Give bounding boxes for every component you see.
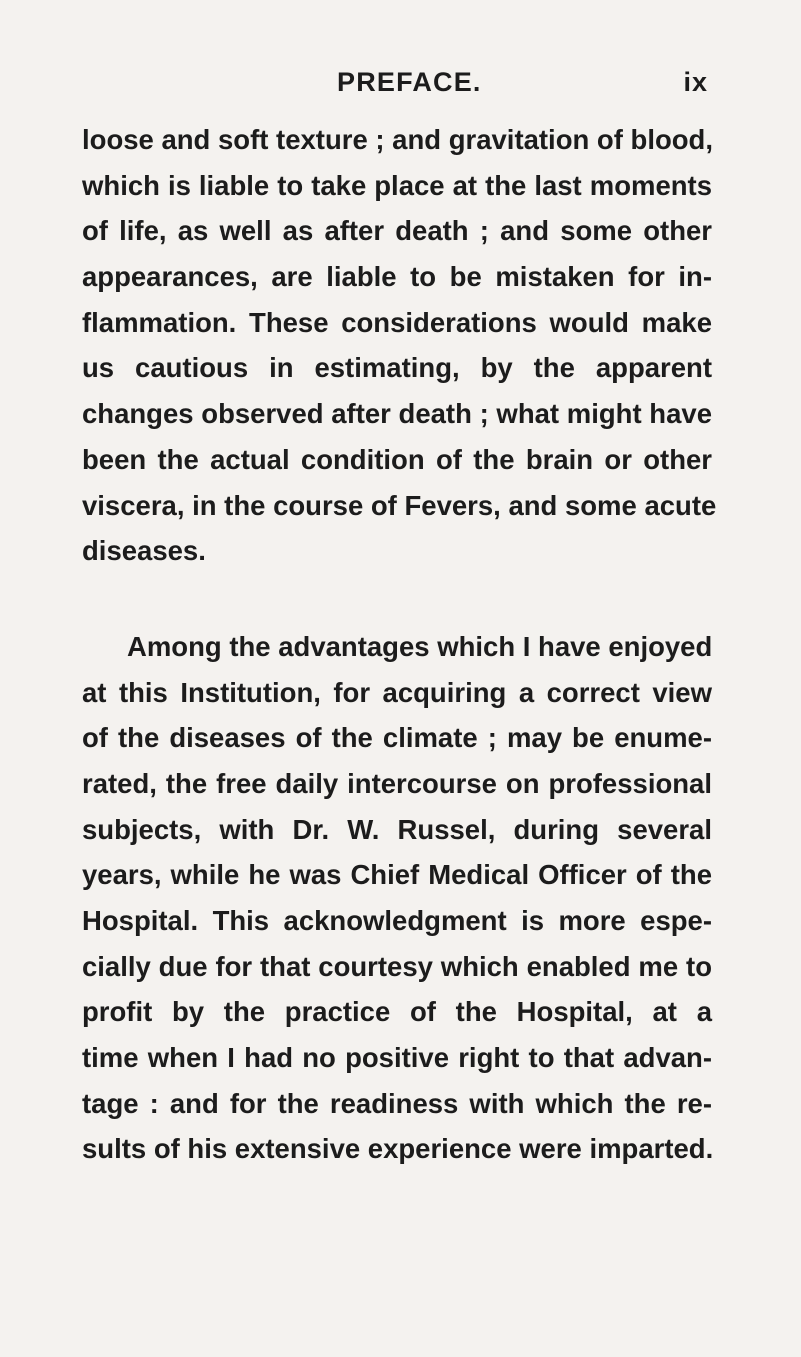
text-line: Hospital. This acknowledgment is more espe- [82,905,712,936]
text-line: been the actual condition of the brain or other [82,443,712,475]
text-line: cially due for that courtesy which enabled me to [82,950,712,982]
running-head-title: PREFACE. [337,67,482,97]
text-line: sults of his extensive experience were imparted. [82,1133,714,1165]
text-line: diseases. [82,535,206,567]
text-line: flammation. These considerations would make [82,306,712,338]
text-line: of life, as well as after death ; and some other [82,215,712,247]
text-line: Among the advantages which I have enjoyed [127,630,713,662]
text-line: subjects, with Dr. W. Russel, during several [82,813,712,845]
text-line: time when I had no positive right to that advan- [82,1042,712,1074]
text-line: viscera, in the course of Fevers, and some acute [82,489,717,521]
text-line: tage : and for the readiness with which the re- [82,1087,712,1119]
text-line: appearances, are liable to be mistaken for in- [82,261,712,293]
body-text [82,117,717,1172]
text-line: profit by the practice of the Hospital, at a [82,996,712,1028]
text-line: of the diseases of the climate ; may be enume- [82,722,712,754]
paragraph-gap [82,574,712,624]
running-head [80,64,720,100]
text-line: us cautious in estimating, by the apparent [82,352,712,384]
text-line: years, while he was Chief Medical Officer of the [82,859,712,891]
text-line: loose and soft texture ; and gravitation of blood, [82,124,713,155]
paragraph-2 [82,624,712,1172]
text-line: which is liable to take place at the last moments [82,169,712,201]
text-line: at this Institution, for acquiring a correct view [82,676,712,708]
text-line: rated, the free daily intercourse on professional [82,767,712,799]
page-number: ix [683,67,708,97]
paragraph-1 [82,117,717,574]
text-line: changes observed after death ; what might have [82,398,712,430]
